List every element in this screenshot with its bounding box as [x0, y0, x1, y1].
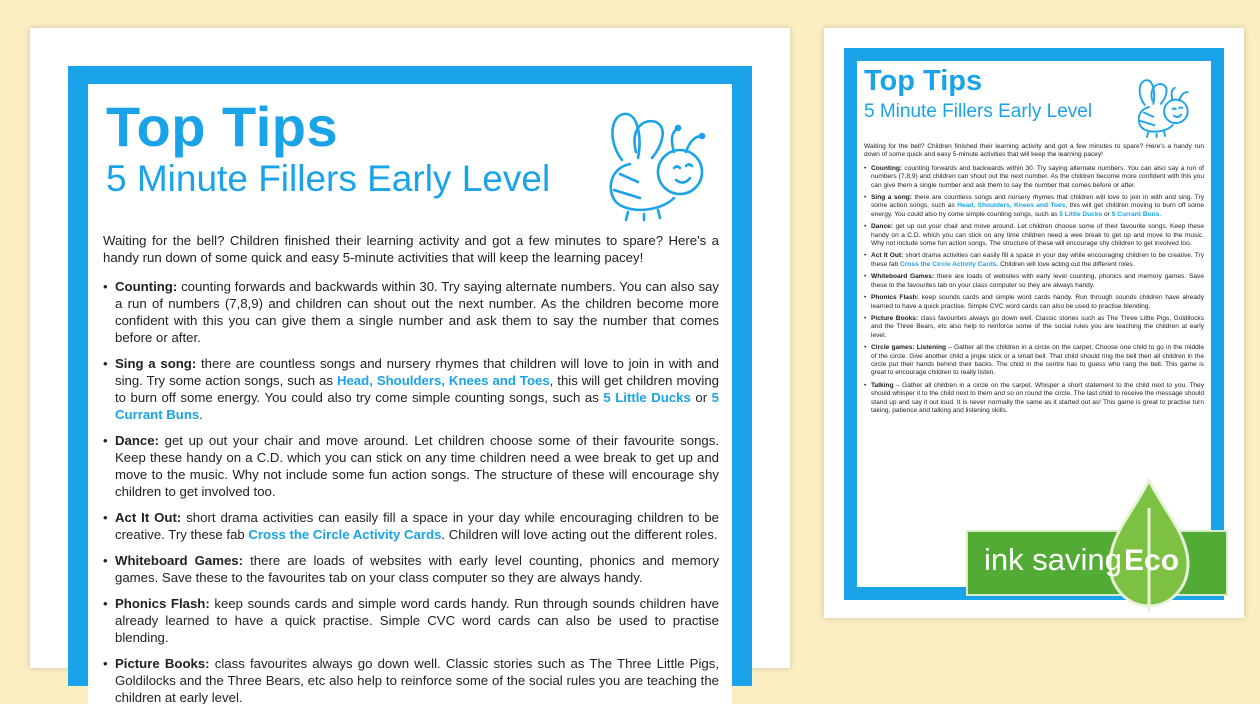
link-cross-the-circle[interactable]: Cross the Circle Activity Cards [899, 260, 997, 268]
list-item: • Counting: counting forwards and backwards within 30. Try saying alternate numbers. You can also say a run of numbers (7,8,9) and children can shout out the next number. As the children become more confident with this you can give them a single number and ask them to say the number that comes before or after. [871, 165, 1204, 190]
list-item: • Sing a song: there are countless songs and nursery rhymes that children will love to join in with and sing. Try some action songs, such as Head, Shoulders, Knees and Toes, this will get children moving to burn off some energy. You could also try come simple counting songs, such as 5 Little Ducks or 5 Currant Buns. [871, 194, 1204, 219]
tips-list [864, 165, 1204, 416]
list-item: • Dance: get up out your chair and move around. Let children choose some of their favourite songs. Keep these handy on a C.D. which you can stick on any time children need a wee break to get up and move to the music. Why not include some fun action songs. The structure of these will encourage shy children to get involved too. [871, 223, 1204, 248]
list-item: • Act It Out: short drama activities can easily fill a space in your day while encouraging children to be creative. Try these fab Cross the Circle Activity Cards. Children will love acting out the different roles. [115, 509, 719, 543]
tips-list [103, 278, 719, 704]
link-5-little-ducks[interactable]: 5 Little Ducks [1059, 210, 1103, 218]
worksheet-body [864, 143, 1204, 419]
eco-label: Eco [1124, 544, 1180, 577]
link-head-shoulders[interactable]: Head, Shoulders, Knees and Toes [957, 202, 1066, 210]
list-item: • Picture Books: class favourites always go down well. Classic stories such as The Three Little Pigs, Goldilocks and the Three Bears, etc also help to reinforce some of the social rules you are teaching the children at early level. [871, 315, 1204, 340]
list-item: • Sing a song: there are countless songs and nursery rhymes that children will love to join in with and sing. Try some action songs, such as Head, Shoulders, Knees and Toes, this will get children moving to burn off some energy. You could also try come simple counting songs, such as 5 Little Ducks or 5 Currant Buns. [115, 355, 719, 423]
page-subtitle: 5 Minute Fillers Early Level [106, 158, 551, 199]
list-item: • Phonics Flash: keep sounds cards and simple word cards handy. Run through sounds children have already learned to have a quick practise. Simple CVC word cards can also be used to practise blending. [115, 595, 719, 646]
list-item: • Phonics Flash: keep sounds cards and simple word cards handy. Run through sounds children have already learned to have a quick practise. Simple CVC word cards can also be used to practise blending. [871, 294, 1204, 311]
intro-paragraph: Waiting for the bell? Children finished their learning activity and got a few minutes to spare? Here's a handy run down of some quick and easy 5-minute activities that will keep the learning pacey! [103, 233, 719, 265]
page-title: Top Tips [864, 65, 983, 97]
worksheet-large [30, 28, 790, 704]
worksheet-body [103, 232, 719, 704]
bee-icon [600, 102, 712, 222]
list-item: • Talking – Gather all children in a circle on the carpet. Whisper a short statement to the child next to you. They should whisper it to the child next to them and so on round the circle. The last child to receive the message should stand up and say it out loud. It is never normally the same as it started out as! This game is great to practise turn taking, patience and talking and listening skills. [871, 382, 1204, 416]
list-item: • Act It Out: short drama activities can easily fill a space in your day while encouraging children to be creative. Try these fab Cross the Circle Activity Cards. Children will love acting out the different roles. [871, 252, 1204, 269]
link-head-shoulders[interactable]: Head, Shoulders, Knees and Toes [336, 373, 550, 388]
link-cross-the-circle[interactable]: Cross the Circle Activity Cards [248, 527, 442, 542]
ink-saving-label: ink saving [984, 542, 1122, 577]
ink-saving-eco-badge [966, 530, 1228, 596]
link-5-currant-buns[interactable]: 5 Currant Buns [1111, 210, 1160, 218]
list-item: • Dance: get up out your chair and move around. Let children choose some of their favourite songs. Keep these handy on a C.D. which you can stick on any time children need a wee break to get up and move to the music. Why not include some fun action songs. The structure of these will encourage shy children to get involved too. [115, 432, 719, 500]
page-subtitle: 5 Minute Fillers Early Level [864, 101, 1093, 122]
list-item: • Picture Books: class favourites always go down well. Classic stories such as The Three Little Pigs, Goldilocks and the Three Bears, etc also help to reinforce some of the social rules you are teaching the children at early level. [115, 655, 719, 704]
worksheet-content [88, 84, 732, 704]
list-item: • Circle games: Listening – Gather all the children in a circle on the carpet. Choose one child to go in the middle of the circle. Give another child a jingle stick or a small bell. That child should ring the bell then all children in the circle put their hands behind their backs. The child in the centre has to guess who rang the bell. This game is great to encourage children to really listen. [871, 344, 1204, 378]
list-item: • Whiteboard Games: there are loads of websites with early level counting, phonics and memory games. Save these to the favourites tab on your class computer so they are always handy. [115, 552, 719, 586]
intro-paragraph: Waiting for the bell? Children finished their learning activity and got a few minutes to spare? Here's a handy run down of some quick and easy 5-minute activities that will keep the learning pacey! [864, 143, 1204, 159]
page-title: Top Tips [106, 95, 339, 158]
bee-icon [1133, 73, 1193, 139]
list-item: • Whiteboard Games: there are loads of websites with early level counting, phonics and memory games. Save these to the favourites tab on your class computer so they are always handy. [871, 273, 1204, 290]
link-5-currant-buns[interactable]: 5 Currant Buns [115, 390, 720, 422]
link-5-little-ducks[interactable]: 5 Little Ducks [603, 390, 691, 405]
blue-border [68, 66, 752, 704]
list-item: • Counting: counting forwards and backwards within 30. Try saying alternate numbers. You can also say a run of numbers (7,8,9) and children can shout out the next number. As the children become more confident with this you can give them a single number and ask them to say the number that comes before or after. [115, 278, 719, 346]
